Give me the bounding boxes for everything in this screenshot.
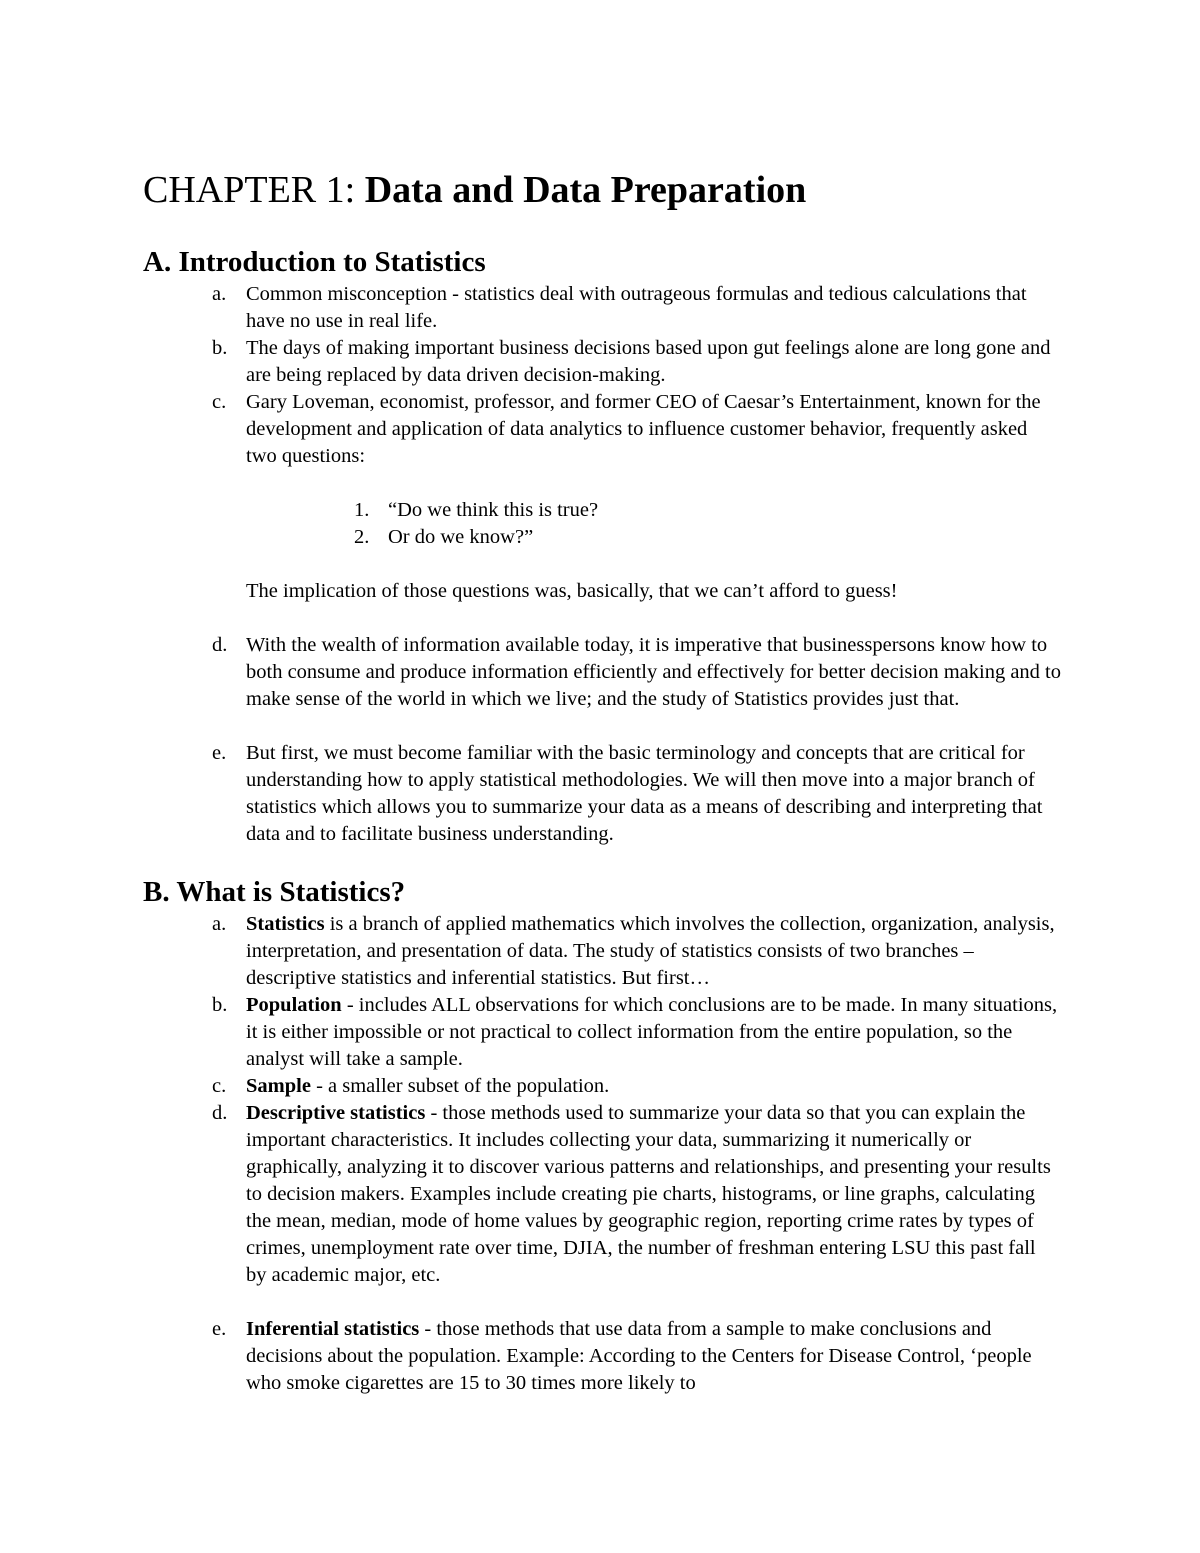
list-marker: e. bbox=[212, 742, 227, 764]
list-marker: a. bbox=[212, 283, 227, 305]
question-item bbox=[354, 524, 534, 551]
list-marker: e. bbox=[212, 1318, 227, 1340]
list-item bbox=[212, 335, 1061, 389]
question-text: “Do we think this is true? bbox=[388, 499, 599, 521]
implication-note: The implication of those questions was, basically, that we can’t afford to guess! bbox=[246, 580, 898, 602]
definition-item bbox=[212, 1073, 1061, 1100]
question-item bbox=[354, 497, 599, 524]
list-marker: c. bbox=[212, 1075, 227, 1097]
list-item-text: Common misconception - statistics deal with outrageous formulas and tedious calculations that have no use in real life. bbox=[246, 283, 1027, 332]
section-a-heading: A. Introduction to Statistics bbox=[143, 246, 486, 278]
list-item bbox=[212, 632, 1061, 713]
list-marker: b. bbox=[212, 337, 228, 359]
question-text: Or do we know?” bbox=[388, 526, 534, 548]
list-item-text: With the wealth of information available today, it is imperative that businesspersons know how to both consume and produce information efficiently and effectively for better decision making and to make sense of the world in which we live; and the study of Statistics provides just that. bbox=[246, 634, 1061, 710]
question-marker: 2. bbox=[354, 526, 370, 548]
list-item bbox=[212, 389, 1061, 470]
definition-item bbox=[212, 911, 1061, 992]
definition-term: Population bbox=[246, 994, 342, 1016]
definition-term: Inferential statistics bbox=[246, 1318, 420, 1340]
list-item-text: The days of making important business decisions based upon gut feelings alone are long gone and are being replaced by data driven decision-making. bbox=[246, 337, 1051, 386]
definition-text: - a smaller subset of the population. bbox=[310, 1075, 610, 1097]
definition-text: is a branch of applied mathematics which involves the collection, organization, analysis, interpretation, and presentation of data. The study of statistics consists of two branches – descriptive statistics and inferential statistics. But first… bbox=[246, 913, 1055, 989]
list-item-text: Gary Loveman, economist, professor, and former CEO of Caesar’s Entertainment, known for the development and application of data analytics to influence customer behavior, frequently asked two questions: bbox=[246, 391, 1041, 467]
list-marker: d. bbox=[212, 634, 228, 656]
definition-text: - those methods that use data from a sample to make conclusions and decisions about the population. Example: According to the Centers for Disease Control, ‘people who smoke cigarettes are 15 to 30 times more likely to bbox=[246, 1318, 1032, 1394]
list-marker: a. bbox=[212, 913, 227, 935]
chapter-title bbox=[143, 166, 806, 214]
definition-item bbox=[212, 1100, 1061, 1289]
definition-item bbox=[212, 992, 1061, 1073]
definition-item bbox=[212, 1316, 1061, 1397]
list-marker: c. bbox=[212, 391, 227, 413]
definition-term: Descriptive statistics bbox=[246, 1102, 426, 1124]
list-item bbox=[212, 740, 1061, 848]
list-item bbox=[212, 281, 1061, 335]
question-marker: 1. bbox=[354, 499, 370, 521]
definition-text: - includes ALL observations for which conclusions are to be made. In many situations, it is either impossible or not practical to collect information from the entire population, so the analyst will take a sample. bbox=[246, 994, 1058, 1070]
definition-term: Statistics bbox=[246, 913, 325, 935]
chapter-title-text: Data and Data Preparation bbox=[364, 169, 807, 211]
list-item-text: But first, we must become familiar with the basic terminology and concepts that are critical for understanding how to apply statistical methodologies. We will then move into a major branch of statistics which allows you to summarize your data as a means of describing and interpreting that data and to facilitate business understanding. bbox=[246, 742, 1043, 845]
list-marker: b. bbox=[212, 994, 228, 1016]
definition-text: - those methods used to summarize your data so that you can explain the important characteristics. It includes collecting your data, summarizing it numerically or graphically, analyzing it to discover various patterns and relationships, and presenting your results to decision makers. Examples include creating pie charts, histograms, or line graphs, calculating the mean, median, mode of home values by geographic region, reporting crime rates by types of crimes, unemployment rate over time, DJIA, the number of freshman entering LSU this past fall by academic major, etc. bbox=[246, 1102, 1051, 1286]
section-b-heading: B. What is Statistics? bbox=[143, 876, 406, 908]
definition-term: Sample bbox=[246, 1075, 311, 1097]
chapter-label: CHAPTER 1: bbox=[143, 169, 356, 211]
list-marker: d. bbox=[212, 1102, 228, 1124]
